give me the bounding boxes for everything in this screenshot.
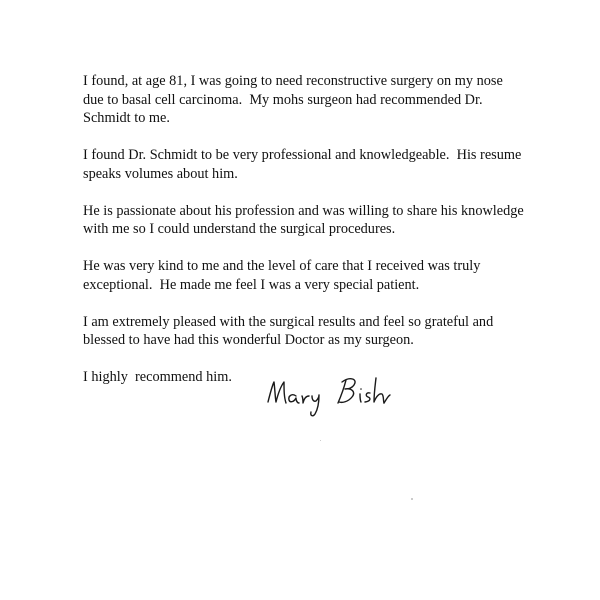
paragraph [83,313,553,350]
paragraph-line: I am extremely pleased with the surgical results and feel so grateful and [83,313,494,330]
paragraph-line: Schmidt to me. [83,110,170,126]
paragraph-line: with me so I could understand the surgical procedures. [83,221,396,237]
paragraph-line: exceptional. He made me feel I was a very special patient. [83,276,420,293]
paragraph-line: I found, at age 81, I was going to need reconstructive surgery on my nose [83,73,503,89]
paragraph-line: I found Dr. Schmidt to be very professional and knowledgeable. His resume [83,147,522,163]
scan-speck [320,440,321,441]
paragraph-line: speaks volumes about him. [83,165,238,182]
paragraph [83,257,553,294]
letter-body [83,72,553,405]
scan-speck [411,498,413,500]
paragraph [83,72,553,128]
paragraph [83,202,553,239]
paragraph [83,146,553,183]
paragraph-line: blessed to have had this wonderful Doctor as my surgeon. [83,332,414,348]
paragraph-line: He was very kind to me and the level of care that I received was truly [83,258,481,274]
handwritten-signature [262,372,412,420]
paragraph-line: due to basal cell carcinoma. My mohs surgeon had recommended Dr. [83,91,483,108]
paragraph-line: I highly recommend him. [83,369,232,385]
signature-drawing [262,372,412,420]
paragraph-line: He is passionate about his profession and was willing to share his knowledge [83,202,524,219]
